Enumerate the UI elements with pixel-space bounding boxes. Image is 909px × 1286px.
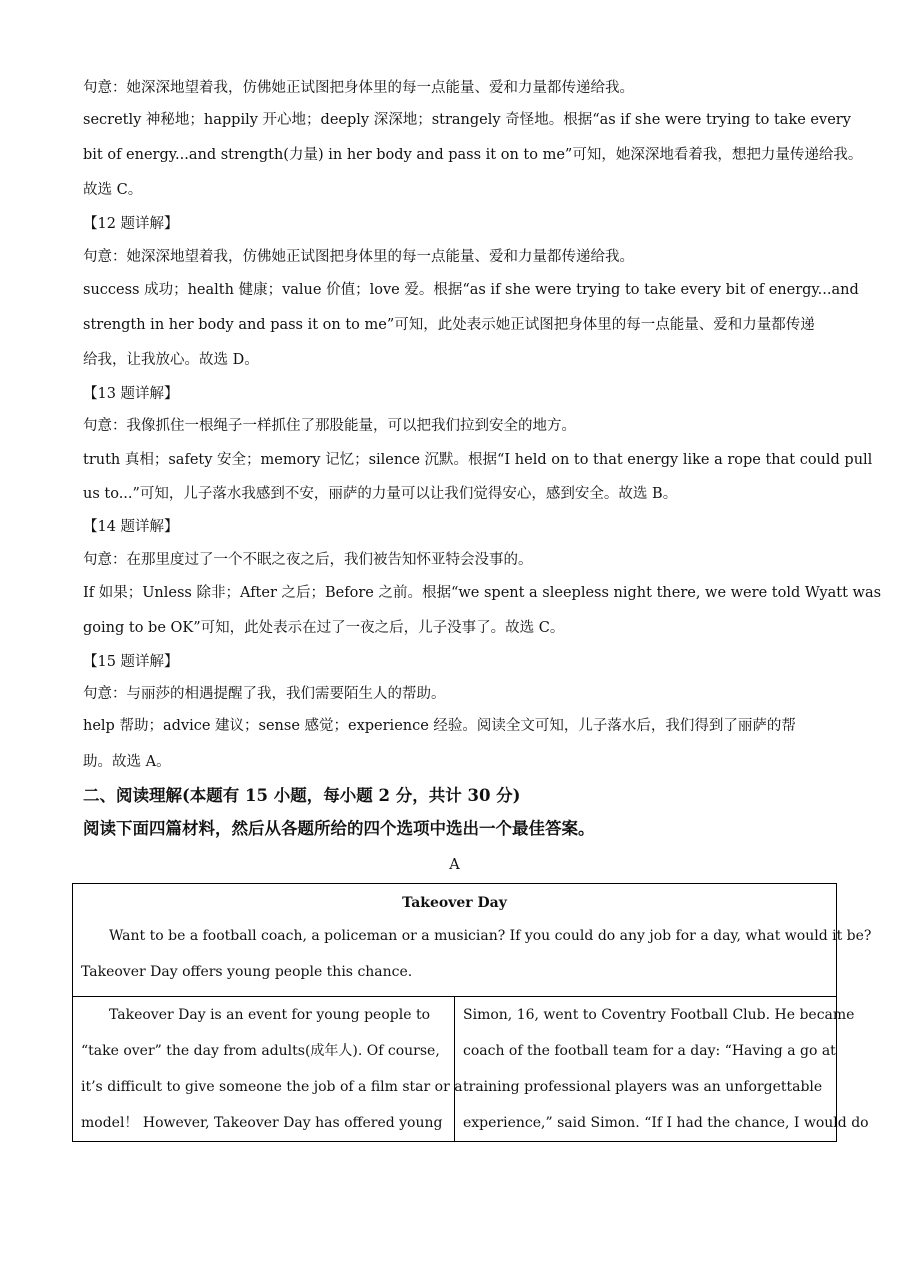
table-right-line: Simon, 16, went to Coventry Football Club. He became xyxy=(463,1007,855,1023)
text-line: secretly 神秘地；happily 开心地；deeply 深深地；strangely 奇怪地。根据“as if she were trying to take every xyxy=(83,112,851,128)
text-line: going to be OK”可知，此处表示在过了一夜之后，儿子没事了。故选 C。 xyxy=(83,620,565,636)
text-line: 句意：她深深地望着我，仿佛她正试图把身体里的每一点能量、爱和力量都传递给我。 xyxy=(83,80,634,96)
text-line: 助。故选 A。 xyxy=(83,754,171,770)
table-header-cell xyxy=(73,884,872,997)
text-line: strength in her body and pass it on to me”可知，此处表示她正试图把身体里的每一点能量、爱和力量都传递 xyxy=(83,317,815,333)
table-intro-line: Want to be a football coach, a policeman or a musician? If you could do any job for a day, what would it be? xyxy=(109,928,872,944)
question-detail-heading: 【14 题详解】 xyxy=(83,519,179,535)
table-left-line: it’s difficult to give someone the job of a film star or a xyxy=(81,1079,463,1095)
text-line: If 如果；Unless 除非；After 之后；Before 之前。根据“we spent a sleepless night there, we were told Wyatt was xyxy=(83,585,882,601)
text-line: 句意：我像抓住一根绳子一样抓住了那股能量，可以把我们拉到安全的地方。 xyxy=(83,418,576,434)
text-line: help 帮助；advice 建议；sense 感觉；experience 经验。阅读全文可知，儿子落水后，我们得到了丽萨的帮 xyxy=(83,718,796,734)
table-left-line: model！ However, Takeover Day has offered young xyxy=(81,1115,443,1131)
question-detail-heading: 【12 题详解】 xyxy=(83,216,179,232)
question-detail-heading: 【15 题详解】 xyxy=(83,654,179,670)
table-left-line: “take over” the day from adults(成年人). Of course, xyxy=(81,1043,440,1059)
table-right-line: training professional players was an unforgettable xyxy=(463,1079,823,1095)
table-left-line: Takeover Day is an event for young people to xyxy=(109,1007,431,1023)
takeover-day-table xyxy=(72,883,872,1142)
text-line: 给我，让我放心。故选 D。 xyxy=(83,352,259,368)
text-line: 句意：在那里度过了一个不眠之夜之后，我们被告知怀亚特会没事的。 xyxy=(83,552,533,568)
table-right-line: experience,” said Simon. “If I had the chance, I would do xyxy=(463,1115,869,1131)
section-heading: 二、阅读理解(本题有 15 小题，每小题 2 分，共计 30 分) xyxy=(83,786,521,805)
table-title: Takeover Day xyxy=(402,895,507,911)
text-line: 句意：她深深地望着我，仿佛她正试图把身体里的每一点能量、爱和力量都传递给我。 xyxy=(83,249,634,265)
section-instruction: 阅读下面四篇材料，然后从各题所给的四个选项中选出一个最佳答案。 xyxy=(83,819,595,838)
text-line: truth 真相；safety 安全；memory 记忆；silence 沉默。根据“I held on to that energy like a rope that could pull xyxy=(83,452,873,468)
text-line: bit of energy...and strength(力量) in her body and pass it on to me”可知，她深深地看着我，想把力量传递给我。 xyxy=(83,147,863,163)
text-line: 句意：与丽莎的相遇提醒了我，我们需要陌生人的帮助。 xyxy=(83,686,446,702)
text-line: 故选 C。 xyxy=(83,182,143,198)
text-line: success 成功；health 健康；value 价值；love 爱。根据“as if she were trying to take every bit of energy...and xyxy=(83,282,859,298)
question-detail-heading: 【13 题详解】 xyxy=(83,386,179,402)
text-line: us to...”可知，儿子落水我感到不安，丽萨的力量可以让我们觉得安心，感到安全。故选 B。 xyxy=(83,486,678,502)
table-right-line: coach of the football team for a day: “Having a go at xyxy=(463,1043,836,1059)
table-right-cell xyxy=(455,997,869,1142)
table-intro-line: Takeover Day offers young people this chance. xyxy=(81,964,413,980)
passage-label: A xyxy=(449,857,460,873)
table-left-cell xyxy=(73,997,463,1142)
